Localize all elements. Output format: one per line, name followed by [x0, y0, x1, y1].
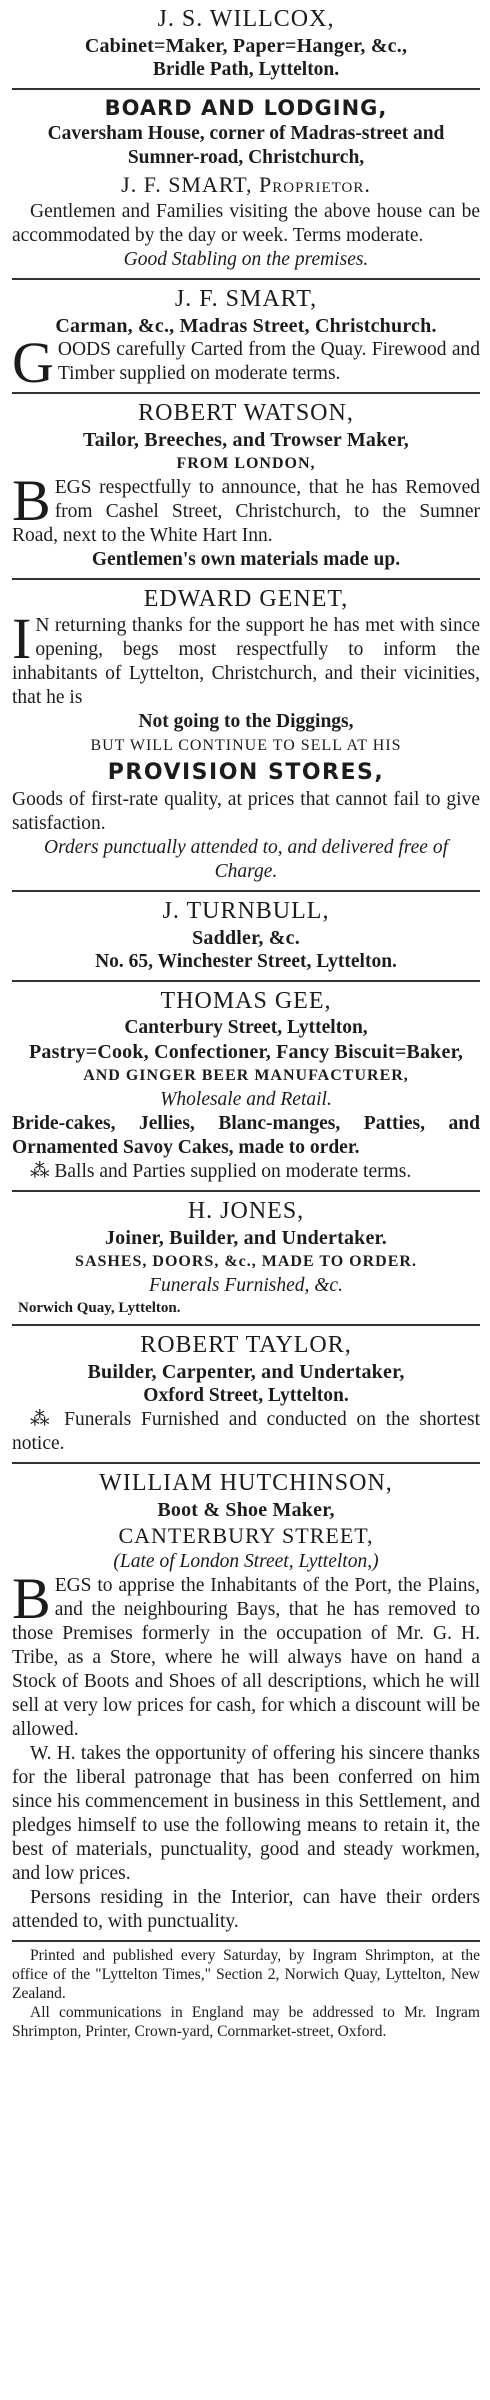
- ad-note: Good Stabling on the premises.: [123, 249, 369, 270]
- ad-line: Not going to the Diggings,: [138, 711, 354, 732]
- ad-note: ⁂ Balls and Parties supplied on moderate terms.: [30, 1161, 412, 1182]
- ad-name: J. TURNBULL,: [162, 898, 330, 924]
- ad-name: H. JONES,: [187, 1198, 305, 1224]
- ad-body: N returning thanks for the support he has met with since opening, begs most respectfully to inform the inhabitants of Lyttelton, Christchurch, and their vicinities, that he is: [12, 615, 480, 708]
- ad-trade: Joiner, Builder, and Undertaker.: [104, 1227, 387, 1249]
- ad-heading: BOARD AND LODGING,: [104, 96, 388, 120]
- ad-body: Persons residing in the Interior, can have their orders attended to, with punctuality.: [12, 1887, 480, 1932]
- imprint-footer: [12, 1946, 480, 2041]
- ad-name: THOMAS GEE,: [160, 988, 332, 1014]
- ad-note: ⁂ Funerals Furnished and conducted on the shortest notice.: [12, 1409, 480, 1454]
- ad-note: Wholesale and Retail.: [160, 1089, 332, 1110]
- ad-body: EGS respectfully to announce, that he has Removed from Cashel Street, Christchurch, to the Sumner Road, next to the White Hart Inn.: [12, 477, 480, 546]
- drop-cap: G: [12, 330, 54, 395]
- ad-note: Funerals Furnished, &c.: [149, 1275, 343, 1296]
- ad-name: J. S. WILLCOX,: [157, 6, 335, 32]
- ad-board-lodging: [12, 94, 480, 278]
- ad-willcox: [12, 4, 480, 88]
- ad-line: SASHES, DOORS, &c., MADE TO ORDER.: [75, 1253, 417, 1270]
- ad-hutchinson: [12, 1468, 480, 1940]
- ad-line: BUT WILL CONTINUE TO SELL AT HIS: [90, 737, 402, 754]
- divider: [12, 1940, 480, 1942]
- ad-trade: Cabinet=Maker, Paper=Hanger, &c.,: [84, 35, 408, 57]
- ad-body: Goods of first-rate quality, at prices that cannot fail to give satisfaction.: [12, 789, 480, 834]
- ad-turnbull: [12, 896, 480, 980]
- divider: [12, 1324, 480, 1326]
- divider: [12, 578, 480, 580]
- ad-proprietor: J. F. SMART, Proprietor.: [121, 172, 371, 197]
- ad-address-line: Caversham House, corner of Madras-street and: [47, 123, 445, 144]
- ad-watson: [12, 398, 480, 578]
- ad-body: EGS to apprise the Inhabitants of the Port, the Plains, and the neighbouring Bays, that he has removed to those Premises formerly in the occupation of Mr. G. H. Tribe, as a Store, where he will always have on hand a Stock of Boots and Shoes of all descriptions, which he will sell at very low prices for cash, for which a discount will be allowed.: [12, 1575, 480, 1740]
- divider: [12, 980, 480, 982]
- ad-smart-carman: [12, 284, 480, 395]
- ad-address: Bridle Path, Lyttelton.: [152, 59, 340, 80]
- ad-name: ROBERT WATSON,: [138, 400, 354, 426]
- ad-body: Gentlemen and Families visiting the above house can be accommodated by the day or week. Terms moderate.: [12, 201, 480, 246]
- ad-taylor: [12, 1330, 480, 1462]
- ad-address: Oxford Street, Lyttelton.: [143, 1385, 349, 1406]
- ad-trade: Pastry=Cook, Confectioner, Fancy Biscuit=Baker,: [28, 1041, 464, 1063]
- ad-body: W. H. takes the opportunity of offering his sincere thanks for the liberal patronage that has been conferred on him since his commencement in business in this Settlement, and pledges himself to use the following means to retain it, the best of materials, punctuality, good and steady workmen, and low prices.: [12, 1743, 480, 1884]
- ad-note: (Late of London Street, Lyttelton,): [113, 1551, 379, 1572]
- ad-trade: Builder, Carpenter, and Undertaker,: [87, 1361, 405, 1383]
- ad-body: Bride-cakes, Jellies, Blanc-manges, Patties, and Ornamented Savoy Cakes, made to order.: [12, 1113, 480, 1158]
- divider: [12, 278, 480, 280]
- ad-address: Canterbury Street, Lyttelton,: [124, 1017, 368, 1038]
- divider: [12, 392, 480, 394]
- ad-note: Gentlemen's own materials made up.: [91, 549, 401, 570]
- ad-trade: Tailor, Breeches, and Trowser Maker,: [83, 429, 409, 451]
- ad-genet: [12, 584, 480, 890]
- drop-cap: I: [12, 606, 32, 671]
- ad-trade-line: AND GINGER BEER MANUFACTURER,: [83, 1067, 409, 1084]
- ad-address: No. 65, Winchester Street, Lyttelton.: [95, 951, 397, 972]
- divider: [12, 1462, 480, 1464]
- divider: [12, 890, 480, 892]
- ad-jones: [12, 1196, 480, 1324]
- ad-trade: Saddler, &c.: [192, 927, 300, 949]
- ad-body: OODS carefully Carted from the Quay. Firewood and Timber supplied on moderate terms.: [57, 339, 480, 384]
- ad-name: ROBERT TAYLOR,: [140, 1332, 352, 1358]
- imprint-printed: Printed and published every Saturday, by Ingram Shrimpton, at the office of the "Lyttelton Times," Section 2, Norwich Quay, Lyttelton, New Zealand.: [12, 1947, 480, 2002]
- ad-note: Orders punctually attended to, and delivered free of Charge.: [44, 837, 448, 882]
- ad-address-line: Sumner-road, Christchurch,: [127, 147, 365, 168]
- divider: [12, 88, 480, 90]
- ad-gee: [12, 986, 480, 1190]
- drop-cap: B: [12, 1566, 51, 1631]
- ad-heading: PROVISION STORES,: [107, 760, 385, 785]
- ad-street: CANTERBURY STREET,: [118, 1523, 374, 1548]
- divider: [12, 1190, 480, 1192]
- ad-trade: Carman, &c., Madras Street, Christchurch.: [55, 315, 437, 337]
- drop-cap: B: [12, 468, 51, 533]
- ad-trade: Boot & Shoe Maker,: [157, 1499, 335, 1521]
- ad-name: EDWARD GENET,: [143, 586, 349, 612]
- ad-name: J. F. SMART,: [174, 286, 318, 312]
- imprint-communications: All communications in England may be addressed to Mr. Ingram Shrimpton, Printer, Crown-yard, Cornmarket-street, Oxford.: [12, 2004, 480, 2040]
- ad-address: Norwich Quay, Lyttelton.: [18, 1300, 181, 1316]
- ad-name: WILLIAM HUTCHINSON,: [99, 1470, 393, 1496]
- ad-origin: FROM LONDON,: [176, 455, 316, 472]
